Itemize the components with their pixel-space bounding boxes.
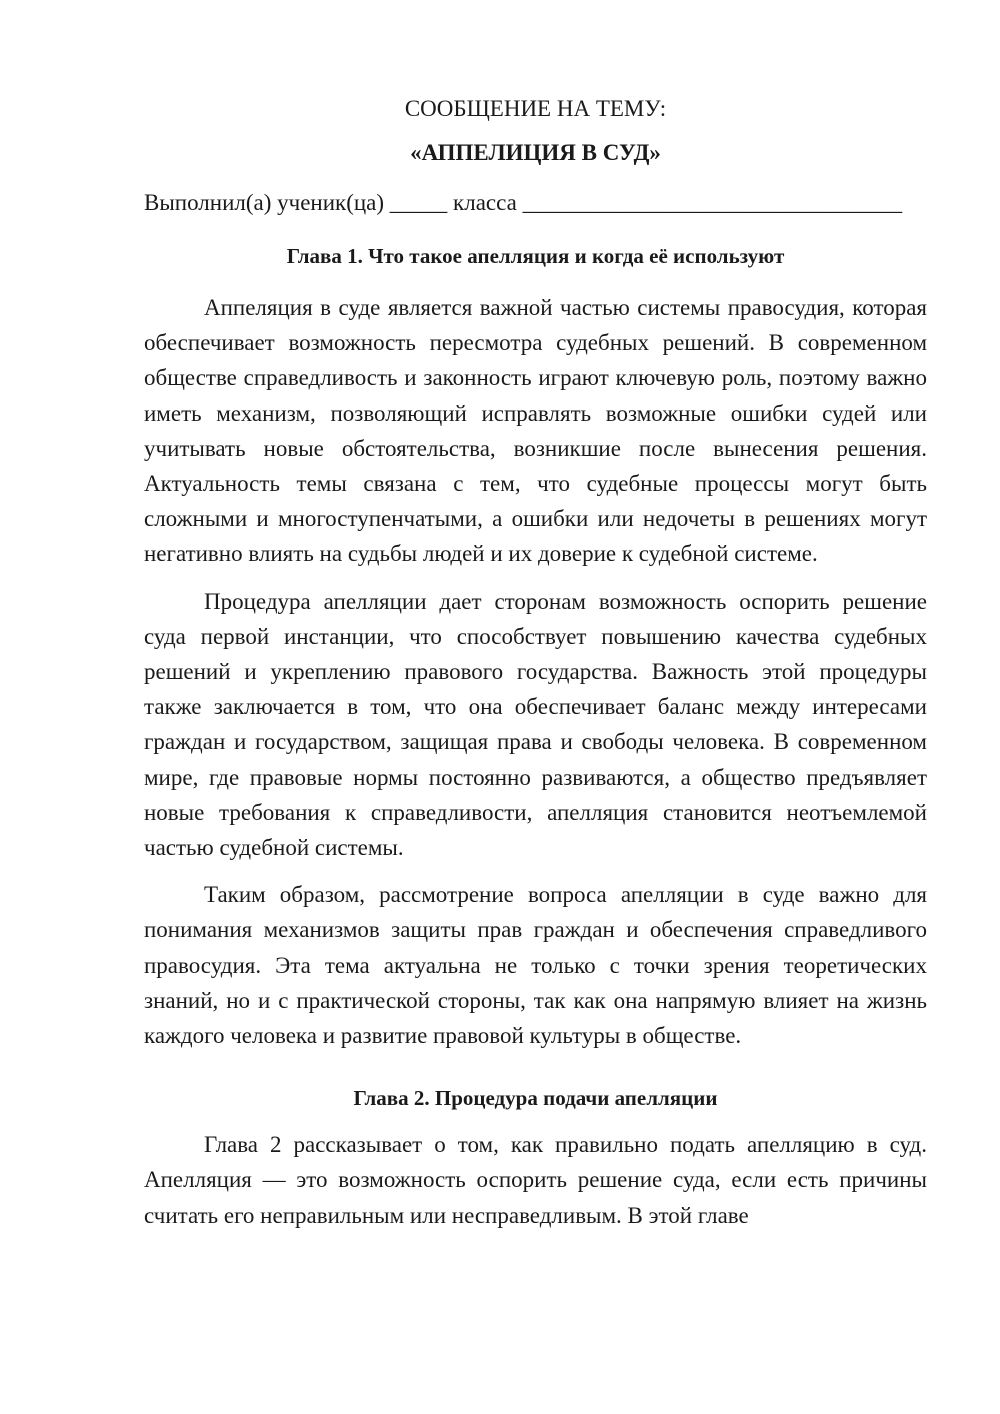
document-heading: СООБЩЕНИЕ НА ТЕМУ: <box>404 96 667 121</box>
chapter-2 <box>144 1081 927 1233</box>
chapter-2-paragraph-1: Глава 2 рассказывает о том, как правильно подать апелляцию в суд. Апелляция — это возможность оспорить решение суда, если есть причины считать его неправильным или несправедливым. В этой главе <box>144 1132 927 1228</box>
document-page <box>144 92 927 1245</box>
author-line: Выполнил(а) ученик(ца) _____ класса _________________________________ <box>144 190 903 215</box>
document-title: «АППЕЛИЦИЯ В СУД» <box>410 140 661 165</box>
chapter-1 <box>144 239 927 1053</box>
chapter-1-paragraph-3: Таким образом, рассмотрение вопроса апелляции в суде важно для понимания механизмов защиты прав граждан и обеспечения справедливого правосудия. Эта тема актуальна не только с точки зрения теоретических знаний, но и с практической стороны, так как она напрямую влияет на жизнь каждого человека и развитие правовой культуры в обществе. <box>144 882 927 1049</box>
chapter-2-title: Глава 2. Процедура подачи апелляции <box>353 1086 718 1111</box>
chapter-1-paragraph-2: Процедура апелляции дает сторонам возможность оспорить решение суда первой инстанции, что способствует повышению качества судебных решений и укреплению правового государства. Важность этой процедуры также заключается в том, что она обеспечивает баланс между интересами граждан и государством, защищая права и свободы человека. В современном мире, где правовые нормы постоянно развиваются, а общество предъявляет новые требования к справедливости, апелляция становится неотъемлемой частью судебной системы. <box>144 588 927 861</box>
chapter-1-title: Глава 1. Что такое апелляция и когда её используют <box>286 244 785 268</box>
chapter-1-paragraph-1: Аппеляция в суде является важной частью системы правосудия, которая обеспечивает возможность пересмотра судебных решений. В современном обществе справедливость и законность играют ключевую роль, поэтому важно иметь механизм, позволяющий исправлять возможные ошибки судей или учитывать новые обстоятельства, возникшие после вынесения решения. Актуальность темы связана с тем, что судебные процессы могут быть сложными и многоступенчатыми, а ошибки или недочеты в решениях могут негативно влиять на судьбы людей и их доверие к судебной системе. <box>144 295 927 567</box>
